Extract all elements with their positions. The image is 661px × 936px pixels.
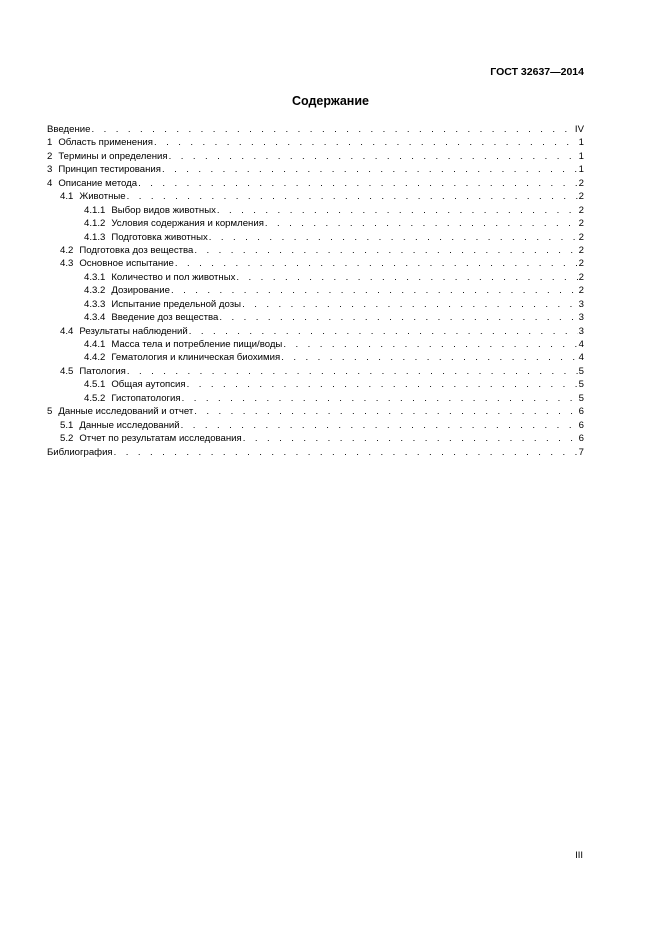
toc-entry-page: 6 [578, 433, 584, 445]
toc-entry[interactable] [47, 204, 584, 217]
page-number: III [575, 850, 583, 861]
toc-entry-number: 5 [47, 406, 53, 418]
toc-entry-page: 2 [578, 285, 584, 297]
toc-entry[interactable] [47, 311, 584, 324]
toc-entry-number: 3 [47, 164, 53, 176]
toc-entry-page: 6 [578, 419, 584, 431]
toc-entry-label: Результаты наблюдений [79, 325, 188, 337]
toc-leader-dots [127, 365, 578, 378]
toc-leader-dots [217, 204, 578, 217]
table-of-contents [47, 123, 584, 459]
toc-leader-dots [127, 190, 578, 203]
toc-entry-number: 4.3 [60, 258, 74, 270]
toc-leader-dots [169, 150, 578, 163]
toc-entry-page: 2 [578, 258, 584, 270]
toc-leader-dots [236, 271, 577, 284]
toc-entry[interactable] [47, 446, 584, 459]
toc-entry[interactable] [47, 217, 584, 230]
toc-entry-page: 2 [578, 271, 584, 283]
toc-entry[interactable] [47, 378, 584, 391]
toc-entry-label: Введение [47, 124, 91, 135]
toc-entry-label: Общая аутопсия [111, 379, 186, 391]
toc-leader-dots [114, 446, 578, 459]
toc-leader-dots [175, 257, 578, 270]
toc-entry[interactable] [47, 405, 584, 418]
toc-entry-page: 3 [578, 312, 584, 324]
toc-entry-number: 4.3.1 [84, 271, 106, 283]
toc-entry-number: 1 [47, 137, 53, 149]
toc-entry-number: 4.5.1 [84, 379, 106, 391]
toc-entry[interactable] [47, 365, 584, 378]
toc-entry[interactable] [47, 338, 584, 351]
toc-entry-page: 2 [578, 231, 584, 243]
toc-entry-number: 4.1.2 [84, 218, 106, 230]
toc-entry-number: 4.1 [60, 191, 74, 203]
toc-entry-page: 1 [578, 164, 584, 176]
toc-leader-dots [189, 325, 578, 338]
toc-entry-page: 3 [578, 298, 584, 310]
toc-entry-label: Термины и определения [58, 150, 168, 162]
toc-entry-number: 4.4.1 [84, 339, 106, 350]
toc-entry-page: 5 [578, 365, 584, 377]
toc-leader-dots [138, 177, 578, 190]
toc-entry-number: 4.3.2 [84, 285, 106, 297]
toc-leader-dots [243, 432, 578, 445]
toc-entry-label: Отчет по результатам исследования [79, 433, 242, 445]
toc-entry-label: Животные [79, 191, 126, 203]
toc-entry-label: Описание метода [58, 177, 138, 189]
toc-entry-page: 4 [578, 339, 584, 350]
toc-entry-number: 4.3.3 [84, 298, 106, 310]
toc-entry-label: Количество и пол животных [111, 271, 236, 283]
toc-entry-page: 2 [578, 191, 584, 203]
toc-entry-label: Подготовка животных [111, 231, 208, 243]
toc-entry-number: 2 [47, 150, 53, 162]
toc-entry-number: 5.1 [60, 419, 74, 431]
toc-entry-number: 4.4.2 [84, 352, 106, 364]
toc-entry-page: IV [574, 124, 584, 135]
toc-entry-label: Гематология и клиническая биохимия [111, 352, 281, 364]
toc-leader-dots [171, 284, 578, 297]
document-code: ГОСТ 32637—2014 [490, 66, 584, 78]
toc-leader-dots [219, 311, 577, 324]
toc-entry-page: 5 [578, 379, 584, 391]
toc-entry-page: 2 [578, 244, 584, 256]
toc-entry-label: Библиография [47, 446, 113, 458]
toc-entry[interactable] [47, 231, 584, 244]
toc-entry[interactable] [47, 150, 584, 163]
toc-entry-page: 2 [578, 218, 584, 230]
toc-entry-label: Патология [79, 365, 126, 377]
toc-entry-label: Основное испытание [79, 258, 174, 270]
toc-entry-page: 3 [578, 325, 584, 337]
toc-entry-label: Данные исследований и отчет [58, 406, 194, 418]
toc-entry[interactable] [47, 325, 584, 338]
toc-entry-page: 2 [578, 177, 584, 189]
toc-entry-number: 4.4 [60, 325, 74, 337]
toc-entry-label: Условия содержания и кормления [111, 218, 264, 230]
toc-leader-dots [209, 231, 578, 244]
toc-leader-dots [154, 136, 578, 149]
toc-entry-label: Испытание предельной дозы [111, 298, 242, 310]
toc-entry[interactable] [47, 419, 584, 432]
toc-leader-dots [187, 378, 578, 391]
toc-entry[interactable] [47, 351, 584, 364]
toc-entry-number: 4.3.4 [84, 312, 106, 324]
toc-leader-dots [281, 351, 577, 364]
toc-leader-dots [162, 163, 578, 176]
toc-entry-label: Область применения [58, 137, 153, 149]
toc-entry-label: Введение доз вещества [111, 312, 219, 324]
toc-leader-dots [265, 217, 578, 230]
toc-entry-page: 4 [578, 352, 584, 364]
toc-entry-page: 2 [578, 204, 584, 216]
toc-entry-label: Принцип тестирования [58, 164, 161, 176]
toc-entry-label: Дозирование [111, 285, 170, 297]
toc-entry[interactable] [47, 244, 584, 257]
toc-entry[interactable] [47, 432, 584, 445]
toc-entry-label: Подготовка доз вещества [79, 244, 194, 256]
toc-entry-label: Выбор видов животных [111, 204, 216, 216]
toc-leader-dots [242, 298, 578, 311]
toc-entry-page: 6 [578, 406, 584, 418]
toc-leader-dots [182, 392, 578, 405]
toc-entry-number: 4.1.1 [84, 204, 106, 216]
toc-entry-number: 5.2 [60, 433, 74, 445]
toc-entry-number: 4.1.3 [84, 231, 106, 243]
toc-entry-label: Масса тела и потребление пищи/воды [111, 339, 283, 350]
toc-entry[interactable] [47, 163, 584, 176]
toc-leader-dots [181, 419, 578, 432]
page-title: Содержание [291, 94, 369, 108]
toc-entry-number: 4 [47, 177, 53, 189]
toc-leader-dots [194, 405, 577, 418]
toc-entry[interactable] [47, 190, 584, 203]
toc-entry-number: 4.2 [60, 244, 74, 256]
toc-leader-dots [91, 123, 573, 136]
toc-entry[interactable] [47, 298, 584, 311]
toc-entry-page: 7 [578, 446, 584, 458]
toc-entry-label: Гистопатология [111, 392, 181, 404]
toc-leader-dots [194, 244, 577, 257]
toc-entry[interactable] [47, 136, 584, 149]
toc-entry[interactable] [47, 392, 584, 405]
toc-leader-dots [283, 338, 577, 351]
toc-entry-page: 5 [578, 392, 584, 404]
toc-entry[interactable] [47, 271, 584, 284]
toc-entry-number: 4.5.2 [84, 392, 106, 404]
toc-entry[interactable] [47, 177, 584, 190]
toc-entry-number: 4.5 [60, 365, 74, 377]
toc-entry[interactable] [47, 257, 584, 270]
toc-entry[interactable] [47, 284, 584, 297]
toc-entry-label: Данные исследований [79, 419, 180, 431]
toc-entry[interactable] [47, 123, 584, 136]
toc-entry-page: 1 [578, 137, 584, 149]
toc-entry-page: 1 [578, 150, 584, 162]
